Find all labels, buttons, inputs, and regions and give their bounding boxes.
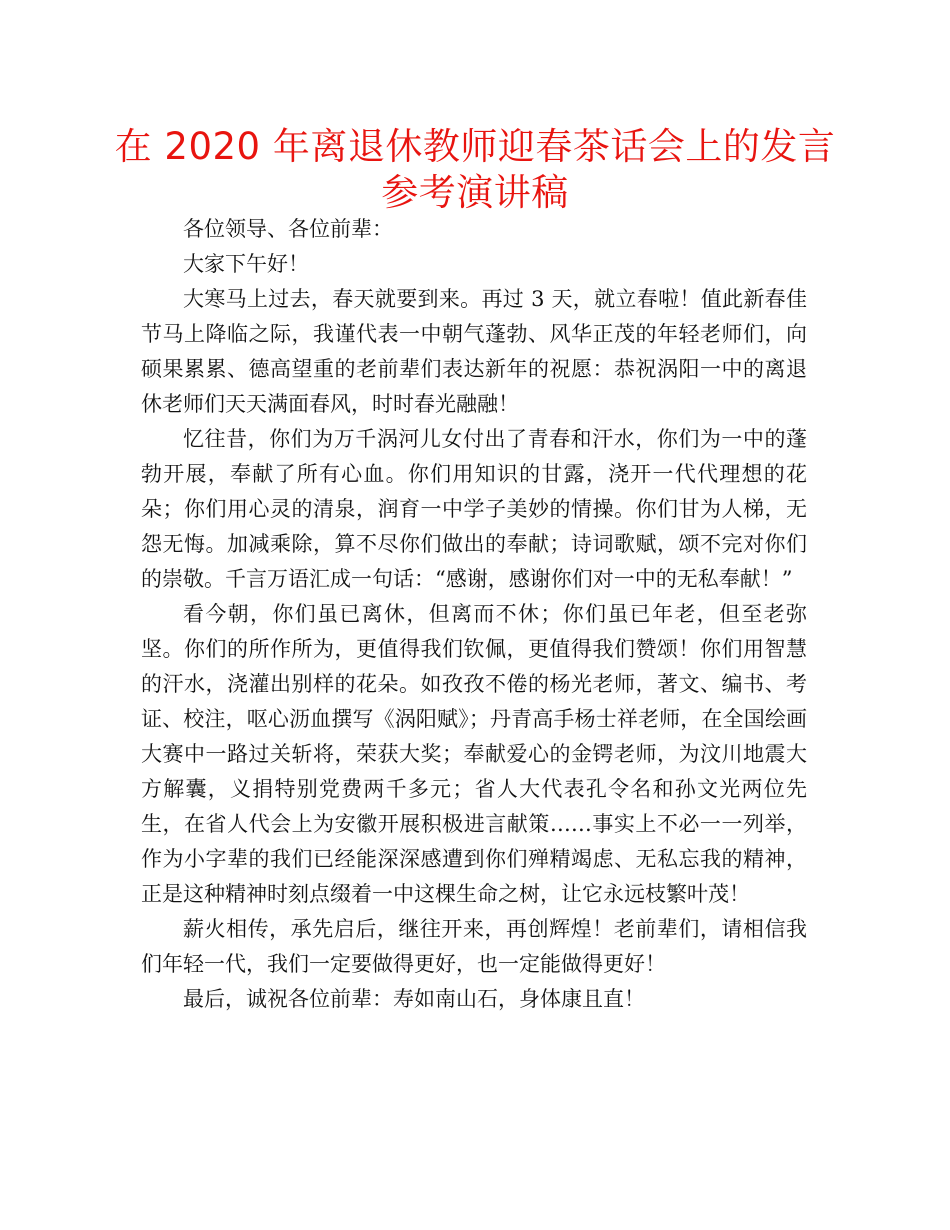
paragraph: 大寒马上过去，春天就要到来。再过 3 天，就立春啦！值此新春佳节马上降临之际，我谨代表一中朝气蓬勃、风华正茂的年轻老师们，向硕果累累、德高望重的老前辈们表达新年的祝愿：恭祝涡阳一中的离退休老师们天天满面春风，时时春光融融！ bbox=[141, 287, 807, 416]
document-title-line-1: 在 2020 年离退休教师迎春茶话会上的发言 bbox=[114, 125, 836, 168]
document-body bbox=[141, 212, 807, 1017]
paragraph: 薪火相传，承先启后，继往开来，再创辉煌！老前辈们，请相信我们年轻一代，我们一定要做得更好，也一定能做得更好！ bbox=[141, 917, 807, 976]
paragraph: 看今朝，你们虽已离休，但离而不休；你们虽已年老，但至老弥坚。你们的所作所为，更值得我们钦佩，更值得我们赞颂！你们用智慧的汗水，浇灌出别样的花朵。如孜孜不倦的杨光老师，著文、编书、考证、校注，呕心沥血撰写《涡阳赋》；丹青高手杨士祥老师，在全国绘画大赛中一路过关斩将，荣获大奖；奉献爱心的金锷老师，为汶川地震大方解囊，义捐特别党费两千多元；省人大代表孔令名和孙文光两位先生，在省人代会上为安徽开展积极进言献策……事实上不必一一列举，作为小字辈的我们已经能深深感遭到你们殚精竭虑、无私忘我的精神，正是这种精神时刻点缀着一中这棵生命之树，让它永远枝繁叶茂！ bbox=[141, 602, 807, 906]
document-title-line-2: 参考演讲稿 bbox=[381, 171, 569, 214]
paragraph: 忆往昔，你们为万千涡河儿女付出了青春和汗水，你们为一中的蓬勃开展，奉献了所有心血。你们用知识的甘露，浇开一代代理想的花朵；你们用心灵的清泉，润育一中学子美妙的情操。你们甘为人梯，无怨无悔。加减乘除，算不尽你们做出的奉献；诗词歌赋，颂不完对你们的崇敬。千言万语汇成一句话：“感谢，感谢你们对一中的无私奉献！” bbox=[141, 427, 807, 591]
greeting: 大家下午好！ bbox=[183, 252, 309, 276]
salutation: 各位领导、各位前辈： bbox=[183, 217, 393, 241]
closing-wish: 最后，诚祝各位前辈：寿如南山石，身体康且直！ bbox=[183, 987, 645, 1011]
